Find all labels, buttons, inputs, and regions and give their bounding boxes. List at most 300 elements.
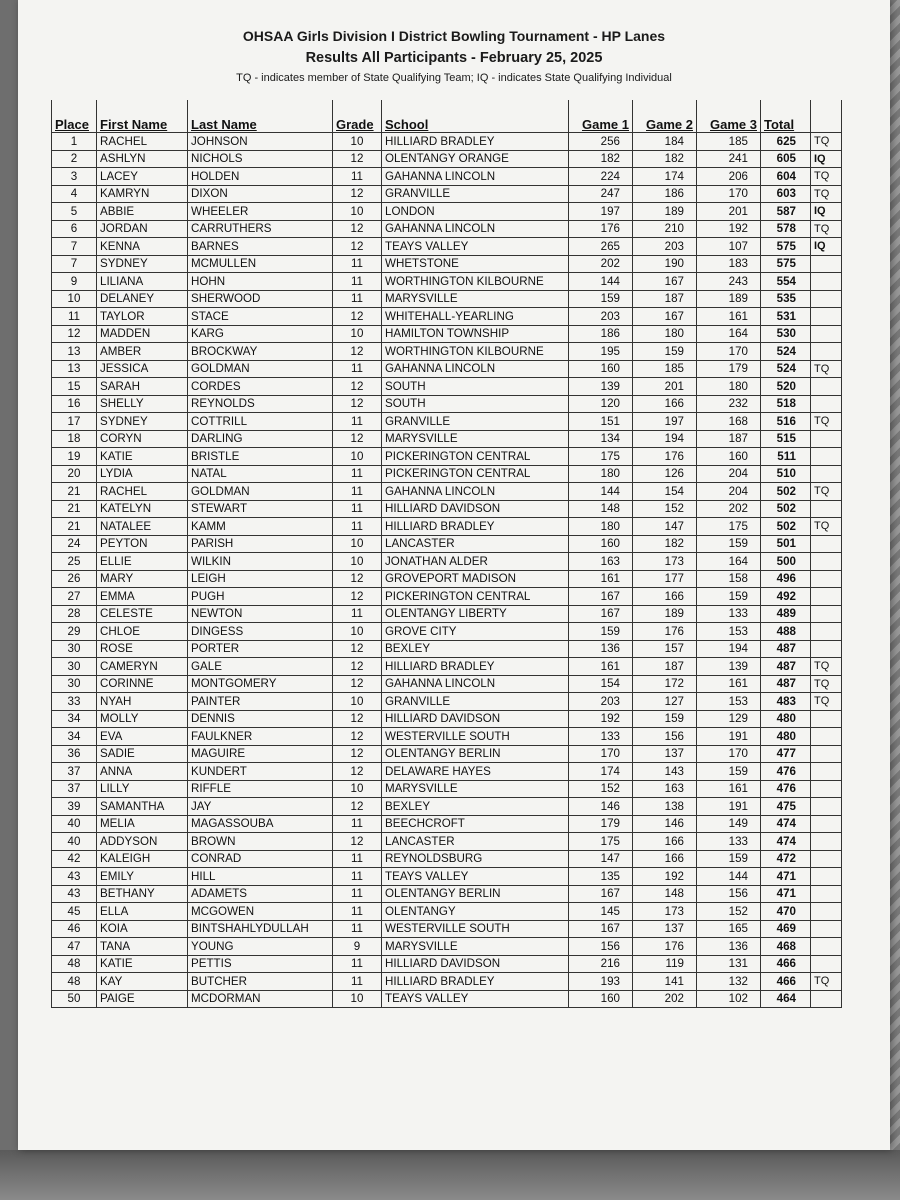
game-3-cell: 159 bbox=[697, 763, 761, 781]
game-1-cell: 133 bbox=[569, 728, 633, 746]
table-row bbox=[52, 885, 842, 903]
grade-cell: 11 bbox=[333, 290, 382, 308]
game-3-cell: 153 bbox=[697, 623, 761, 641]
game-2-cell: 192 bbox=[633, 868, 697, 886]
game-3-cell: 202 bbox=[697, 500, 761, 518]
total-cell: 466 bbox=[761, 955, 811, 973]
total-cell: 471 bbox=[761, 885, 811, 903]
game-1-cell: 195 bbox=[569, 343, 633, 361]
school-cell: GAHANNA LINCOLN bbox=[382, 220, 569, 238]
table-row bbox=[52, 535, 842, 553]
game-1-cell: 167 bbox=[569, 588, 633, 606]
last-name-cell: BINTSHAHLYDULLAH bbox=[188, 920, 333, 938]
col-game-1: Game 1 bbox=[569, 100, 633, 133]
table-row bbox=[52, 570, 842, 588]
game-2-cell: 210 bbox=[633, 220, 697, 238]
place-cell: 21 bbox=[52, 483, 97, 501]
school-cell: BEXLEY bbox=[382, 798, 569, 816]
first-name-cell: KATIE bbox=[97, 448, 188, 466]
last-name-cell: DIXON bbox=[188, 185, 333, 203]
last-name-cell: JAY bbox=[188, 798, 333, 816]
school-cell: OLENTANGY bbox=[382, 903, 569, 921]
first-name-cell: MADDEN bbox=[97, 325, 188, 343]
school-cell: SOUTH bbox=[382, 378, 569, 396]
table-row bbox=[52, 623, 842, 641]
qualifier-cell bbox=[811, 640, 842, 658]
game-1-cell: 224 bbox=[569, 168, 633, 186]
table-row bbox=[52, 763, 842, 781]
game-3-cell: 160 bbox=[697, 448, 761, 466]
grade-cell: 12 bbox=[333, 763, 382, 781]
qualifier-cell bbox=[811, 588, 842, 606]
game-1-cell: 120 bbox=[569, 395, 633, 413]
total-cell: 502 bbox=[761, 500, 811, 518]
school-cell: LONDON bbox=[382, 203, 569, 221]
total-cell: 496 bbox=[761, 570, 811, 588]
first-name-cell: ROSE bbox=[97, 640, 188, 658]
document-subtitle: Results All Participants - February 25, 2025 bbox=[305, 50, 603, 66]
table-row bbox=[52, 920, 842, 938]
game-2-cell: 166 bbox=[633, 395, 697, 413]
qualifier-cell bbox=[811, 430, 842, 448]
total-cell: 487 bbox=[761, 658, 811, 676]
game-2-cell: 138 bbox=[633, 798, 697, 816]
game-2-cell: 184 bbox=[633, 133, 697, 151]
game-3-cell: 159 bbox=[697, 535, 761, 553]
total-cell: 470 bbox=[761, 903, 811, 921]
game-1-cell: 186 bbox=[569, 325, 633, 343]
place-cell: 1 bbox=[52, 133, 97, 151]
last-name-cell: MCGOWEN bbox=[188, 903, 333, 921]
game-2-cell: 197 bbox=[633, 413, 697, 431]
game-1-cell: 161 bbox=[569, 658, 633, 676]
last-name-cell: SHERWOOD bbox=[188, 290, 333, 308]
game-2-cell: 176 bbox=[633, 938, 697, 956]
game-2-cell: 157 bbox=[633, 640, 697, 658]
first-name-cell: KATIE bbox=[97, 955, 188, 973]
grade-cell: 12 bbox=[333, 430, 382, 448]
game-1-cell: 161 bbox=[569, 570, 633, 588]
game-2-cell: 148 bbox=[633, 885, 697, 903]
game-1-cell: 170 bbox=[569, 745, 633, 763]
game-1-cell: 265 bbox=[569, 238, 633, 256]
place-cell: 39 bbox=[52, 798, 97, 816]
total-cell: 466 bbox=[761, 973, 811, 991]
table-row bbox=[52, 273, 842, 291]
results-sheet bbox=[18, 0, 890, 1150]
game-1-cell: 135 bbox=[569, 868, 633, 886]
last-name-cell: CARRUTHERS bbox=[188, 220, 333, 238]
qualifier-cell bbox=[811, 570, 842, 588]
qualifier-cell bbox=[811, 535, 842, 553]
school-cell: GAHANNA LINCOLN bbox=[382, 168, 569, 186]
last-name-cell: BROCKWAY bbox=[188, 343, 333, 361]
game-3-cell: 161 bbox=[697, 675, 761, 693]
game-3-cell: 192 bbox=[697, 220, 761, 238]
game-2-cell: 173 bbox=[633, 553, 697, 571]
school-cell: HAMILTON TOWNSHIP bbox=[382, 325, 569, 343]
grade-cell: 12 bbox=[333, 833, 382, 851]
place-cell: 12 bbox=[52, 325, 97, 343]
place-cell: 19 bbox=[52, 448, 97, 466]
game-3-cell: 158 bbox=[697, 570, 761, 588]
game-1-cell: 160 bbox=[569, 990, 633, 1008]
place-cell: 29 bbox=[52, 623, 97, 641]
first-name-cell: LILLY bbox=[97, 780, 188, 798]
last-name-cell: MAGASSOUBA bbox=[188, 815, 333, 833]
game-2-cell: 137 bbox=[633, 920, 697, 938]
school-cell: HILLIARD BRADLEY bbox=[382, 518, 569, 536]
game-1-cell: 216 bbox=[569, 955, 633, 973]
total-cell: 488 bbox=[761, 623, 811, 641]
qualifier-cell bbox=[811, 780, 842, 798]
first-name-cell: NATALEE bbox=[97, 518, 188, 536]
game-3-cell: 133 bbox=[697, 605, 761, 623]
grade-cell: 12 bbox=[333, 658, 382, 676]
col-last-name: Last Name bbox=[188, 100, 333, 133]
qualifier-legend: TQ - indicates member of State Qualifying Team; IQ - indicates State Qualifying Individual bbox=[236, 72, 672, 84]
grade-cell: 11 bbox=[333, 868, 382, 886]
place-cell: 21 bbox=[52, 518, 97, 536]
game-2-cell: 182 bbox=[633, 535, 697, 553]
place-cell: 26 bbox=[52, 570, 97, 588]
total-cell: 476 bbox=[761, 780, 811, 798]
qualifier-cell bbox=[811, 868, 842, 886]
place-cell: 40 bbox=[52, 815, 97, 833]
first-name-cell: ABBIE bbox=[97, 203, 188, 221]
school-cell: TEAYS VALLEY bbox=[382, 868, 569, 886]
game-1-cell: 146 bbox=[569, 798, 633, 816]
last-name-cell: FAULKNER bbox=[188, 728, 333, 746]
first-name-cell: KOIA bbox=[97, 920, 188, 938]
col-first-name: First Name bbox=[97, 100, 188, 133]
last-name-cell: GOLDMAN bbox=[188, 360, 333, 378]
game-1-cell: 154 bbox=[569, 675, 633, 693]
grade-cell: 10 bbox=[333, 553, 382, 571]
table-row bbox=[52, 710, 842, 728]
grade-cell: 12 bbox=[333, 745, 382, 763]
place-cell: 47 bbox=[52, 938, 97, 956]
qualifier-cell bbox=[811, 623, 842, 641]
school-cell: TEAYS VALLEY bbox=[382, 238, 569, 256]
game-2-cell: 156 bbox=[633, 728, 697, 746]
total-cell: 604 bbox=[761, 168, 811, 186]
last-name-cell: MAGUIRE bbox=[188, 745, 333, 763]
game-2-cell: 166 bbox=[633, 588, 697, 606]
game-3-cell: 175 bbox=[697, 518, 761, 536]
game-2-cell: 146 bbox=[633, 815, 697, 833]
game-3-cell: 170 bbox=[697, 343, 761, 361]
first-name-cell: RACHEL bbox=[97, 133, 188, 151]
total-cell: 483 bbox=[761, 693, 811, 711]
game-2-cell: 190 bbox=[633, 255, 697, 273]
school-cell: GROVEPORT MADISON bbox=[382, 570, 569, 588]
game-2-cell: 159 bbox=[633, 710, 697, 728]
qualifier-cell: IQ bbox=[811, 238, 842, 256]
place-cell: 40 bbox=[52, 833, 97, 851]
last-name-cell: BROWN bbox=[188, 833, 333, 851]
table-row bbox=[52, 780, 842, 798]
school-cell: BEXLEY bbox=[382, 640, 569, 658]
table-row bbox=[52, 290, 842, 308]
game-2-cell: 166 bbox=[633, 850, 697, 868]
first-name-cell: KAY bbox=[97, 973, 188, 991]
qualifier-cell bbox=[811, 553, 842, 571]
total-cell: 625 bbox=[761, 133, 811, 151]
qualifier-cell: TQ bbox=[811, 675, 842, 693]
table-row bbox=[52, 395, 842, 413]
place-cell: 21 bbox=[52, 500, 97, 518]
grade-cell: 12 bbox=[333, 308, 382, 326]
qualifier-cell bbox=[811, 763, 842, 781]
school-cell: MARYSVILLE bbox=[382, 290, 569, 308]
qualifier-cell: TQ bbox=[811, 973, 842, 991]
game-3-cell: 194 bbox=[697, 640, 761, 658]
last-name-cell: HILL bbox=[188, 868, 333, 886]
qualifier-cell bbox=[811, 465, 842, 483]
total-cell: 530 bbox=[761, 325, 811, 343]
game-3-cell: 149 bbox=[697, 815, 761, 833]
game-3-cell: 161 bbox=[697, 780, 761, 798]
first-name-cell: CORYN bbox=[97, 430, 188, 448]
game-2-cell: 147 bbox=[633, 518, 697, 536]
grade-cell: 10 bbox=[333, 990, 382, 1008]
qualifier-cell bbox=[811, 955, 842, 973]
game-1-cell: 247 bbox=[569, 185, 633, 203]
qualifier-cell: TQ bbox=[811, 658, 842, 676]
game-3-cell: 152 bbox=[697, 903, 761, 921]
game-3-cell: 179 bbox=[697, 360, 761, 378]
qualifier-cell bbox=[811, 728, 842, 746]
total-cell: 487 bbox=[761, 675, 811, 693]
school-cell: REYNOLDSBURG bbox=[382, 850, 569, 868]
game-3-cell: 168 bbox=[697, 413, 761, 431]
qualifier-cell: IQ bbox=[811, 150, 842, 168]
game-2-cell: 182 bbox=[633, 150, 697, 168]
place-cell: 48 bbox=[52, 973, 97, 991]
school-cell: SOUTH bbox=[382, 395, 569, 413]
last-name-cell: DINGESS bbox=[188, 623, 333, 641]
first-name-cell: CELESTE bbox=[97, 605, 188, 623]
table-row bbox=[52, 658, 842, 676]
table-row bbox=[52, 640, 842, 658]
game-1-cell: 167 bbox=[569, 605, 633, 623]
table-row bbox=[52, 343, 842, 361]
qualifier-cell bbox=[811, 605, 842, 623]
qualifier-cell: TQ bbox=[811, 360, 842, 378]
table-row bbox=[52, 798, 842, 816]
game-2-cell: 152 bbox=[633, 500, 697, 518]
total-cell: 464 bbox=[761, 990, 811, 1008]
total-cell: 474 bbox=[761, 833, 811, 851]
game-3-cell: 187 bbox=[697, 430, 761, 448]
school-cell: LANCASTER bbox=[382, 833, 569, 851]
col-school: School bbox=[382, 100, 569, 133]
school-cell: PICKERINGTON CENTRAL bbox=[382, 465, 569, 483]
total-cell: 475 bbox=[761, 798, 811, 816]
first-name-cell: ELLIE bbox=[97, 553, 188, 571]
first-name-cell: CHLOE bbox=[97, 623, 188, 641]
place-cell: 28 bbox=[52, 605, 97, 623]
last-name-cell: GOLDMAN bbox=[188, 483, 333, 501]
game-2-cell: 119 bbox=[633, 955, 697, 973]
table-row bbox=[52, 903, 842, 921]
last-name-cell: GALE bbox=[188, 658, 333, 676]
qualifier-cell bbox=[811, 710, 842, 728]
last-name-cell: WHEELER bbox=[188, 203, 333, 221]
game-1-cell: 163 bbox=[569, 553, 633, 571]
qualifier-cell bbox=[811, 273, 842, 291]
place-cell: 48 bbox=[52, 955, 97, 973]
school-cell: GRANVILLE bbox=[382, 413, 569, 431]
game-3-cell: 156 bbox=[697, 885, 761, 903]
school-cell: WORTHINGTON KILBOURNE bbox=[382, 343, 569, 361]
qualifier-cell bbox=[811, 990, 842, 1008]
game-3-cell: 107 bbox=[697, 238, 761, 256]
total-cell: 524 bbox=[761, 360, 811, 378]
last-name-cell: COTTRILL bbox=[188, 413, 333, 431]
total-cell: 603 bbox=[761, 185, 811, 203]
school-cell: HILLIARD BRADLEY bbox=[382, 133, 569, 151]
school-cell: GROVE CITY bbox=[382, 623, 569, 641]
last-name-cell: STEWART bbox=[188, 500, 333, 518]
qualifier-cell bbox=[811, 850, 842, 868]
game-2-cell: 126 bbox=[633, 465, 697, 483]
col-total: Total bbox=[761, 100, 811, 133]
grade-cell: 10 bbox=[333, 535, 382, 553]
game-1-cell: 144 bbox=[569, 483, 633, 501]
place-cell: 6 bbox=[52, 220, 97, 238]
game-3-cell: 139 bbox=[697, 658, 761, 676]
game-2-cell: 186 bbox=[633, 185, 697, 203]
table-row bbox=[52, 185, 842, 203]
results-table bbox=[51, 100, 842, 1008]
last-name-cell: WILKIN bbox=[188, 553, 333, 571]
game-2-cell: 137 bbox=[633, 745, 697, 763]
qualifier-cell bbox=[811, 448, 842, 466]
table-row bbox=[52, 675, 842, 693]
table-row bbox=[52, 255, 842, 273]
game-3-cell: 159 bbox=[697, 588, 761, 606]
last-name-cell: KAMM bbox=[188, 518, 333, 536]
grade-cell: 11 bbox=[333, 850, 382, 868]
place-cell: 45 bbox=[52, 903, 97, 921]
place-cell: 43 bbox=[52, 868, 97, 886]
first-name-cell: JESSICA bbox=[97, 360, 188, 378]
first-name-cell: SAMANTHA bbox=[97, 798, 188, 816]
qualifier-cell: TQ bbox=[811, 168, 842, 186]
grade-cell: 11 bbox=[333, 465, 382, 483]
total-cell: 520 bbox=[761, 378, 811, 396]
last-name-cell: PARISH bbox=[188, 535, 333, 553]
last-name-cell: DARLING bbox=[188, 430, 333, 448]
grade-cell: 11 bbox=[333, 500, 382, 518]
grade-cell: 12 bbox=[333, 570, 382, 588]
grade-cell: 12 bbox=[333, 395, 382, 413]
table-row bbox=[52, 588, 842, 606]
table-row bbox=[52, 518, 842, 536]
game-3-cell: 129 bbox=[697, 710, 761, 728]
game-1-cell: 193 bbox=[569, 973, 633, 991]
last-name-cell: CONRAD bbox=[188, 850, 333, 868]
school-cell: OLENTANGY BERLIN bbox=[382, 885, 569, 903]
last-name-cell: PORTER bbox=[188, 640, 333, 658]
qualifier-cell bbox=[811, 255, 842, 273]
place-cell: 20 bbox=[52, 465, 97, 483]
total-cell: 605 bbox=[761, 150, 811, 168]
last-name-cell: STACE bbox=[188, 308, 333, 326]
first-name-cell: ELLA bbox=[97, 903, 188, 921]
table-row bbox=[52, 990, 842, 1008]
game-1-cell: 203 bbox=[569, 693, 633, 711]
game-1-cell: 167 bbox=[569, 885, 633, 903]
document-title: OHSAA Girls Division I District Bowling Tournament - HP Lanes bbox=[242, 28, 666, 44]
game-3-cell: 189 bbox=[697, 290, 761, 308]
grade-cell: 12 bbox=[333, 150, 382, 168]
table-row bbox=[52, 605, 842, 623]
table-row bbox=[52, 955, 842, 973]
school-cell: LANCASTER bbox=[382, 535, 569, 553]
place-cell: 7 bbox=[52, 255, 97, 273]
place-cell: 5 bbox=[52, 203, 97, 221]
last-name-cell: MCDORMAN bbox=[188, 990, 333, 1008]
game-2-cell: 177 bbox=[633, 570, 697, 588]
grade-cell: 10 bbox=[333, 780, 382, 798]
game-3-cell: 164 bbox=[697, 553, 761, 571]
school-cell: JONATHAN ALDER bbox=[382, 553, 569, 571]
game-1-cell: 180 bbox=[569, 465, 633, 483]
first-name-cell: EVA bbox=[97, 728, 188, 746]
qualifier-cell bbox=[811, 343, 842, 361]
grade-cell: 12 bbox=[333, 343, 382, 361]
game-1-cell: 179 bbox=[569, 815, 633, 833]
game-2-cell: 187 bbox=[633, 290, 697, 308]
game-1-cell: 139 bbox=[569, 378, 633, 396]
last-name-cell: MONTGOMERY bbox=[188, 675, 333, 693]
game-2-cell: 174 bbox=[633, 168, 697, 186]
last-name-cell: LEIGH bbox=[188, 570, 333, 588]
table-row bbox=[52, 938, 842, 956]
game-3-cell: 204 bbox=[697, 483, 761, 501]
game-1-cell: 145 bbox=[569, 903, 633, 921]
first-name-cell: TAYLOR bbox=[97, 308, 188, 326]
last-name-cell: PUGH bbox=[188, 588, 333, 606]
table-row bbox=[52, 833, 842, 851]
place-cell: 27 bbox=[52, 588, 97, 606]
grade-cell: 11 bbox=[333, 815, 382, 833]
game-1-cell: 203 bbox=[569, 308, 633, 326]
place-cell: 11 bbox=[52, 308, 97, 326]
game-2-cell: 187 bbox=[633, 658, 697, 676]
place-cell: 30 bbox=[52, 658, 97, 676]
school-cell: DELAWARE HAYES bbox=[382, 763, 569, 781]
total-cell: 492 bbox=[761, 588, 811, 606]
game-1-cell: 175 bbox=[569, 833, 633, 851]
total-cell: 511 bbox=[761, 448, 811, 466]
qualifier-cell: TQ bbox=[811, 693, 842, 711]
game-1-cell: 148 bbox=[569, 500, 633, 518]
school-cell: GRANVILLE bbox=[382, 693, 569, 711]
place-cell: 17 bbox=[52, 413, 97, 431]
school-cell: HILLIARD DAVIDSON bbox=[382, 955, 569, 973]
school-cell: WHETSTONE bbox=[382, 255, 569, 273]
last-name-cell: BARNES bbox=[188, 238, 333, 256]
game-2-cell: 154 bbox=[633, 483, 697, 501]
game-1-cell: 160 bbox=[569, 360, 633, 378]
place-cell: 3 bbox=[52, 168, 97, 186]
school-cell: OLENTANGY ORANGE bbox=[382, 150, 569, 168]
game-2-cell: 201 bbox=[633, 378, 697, 396]
